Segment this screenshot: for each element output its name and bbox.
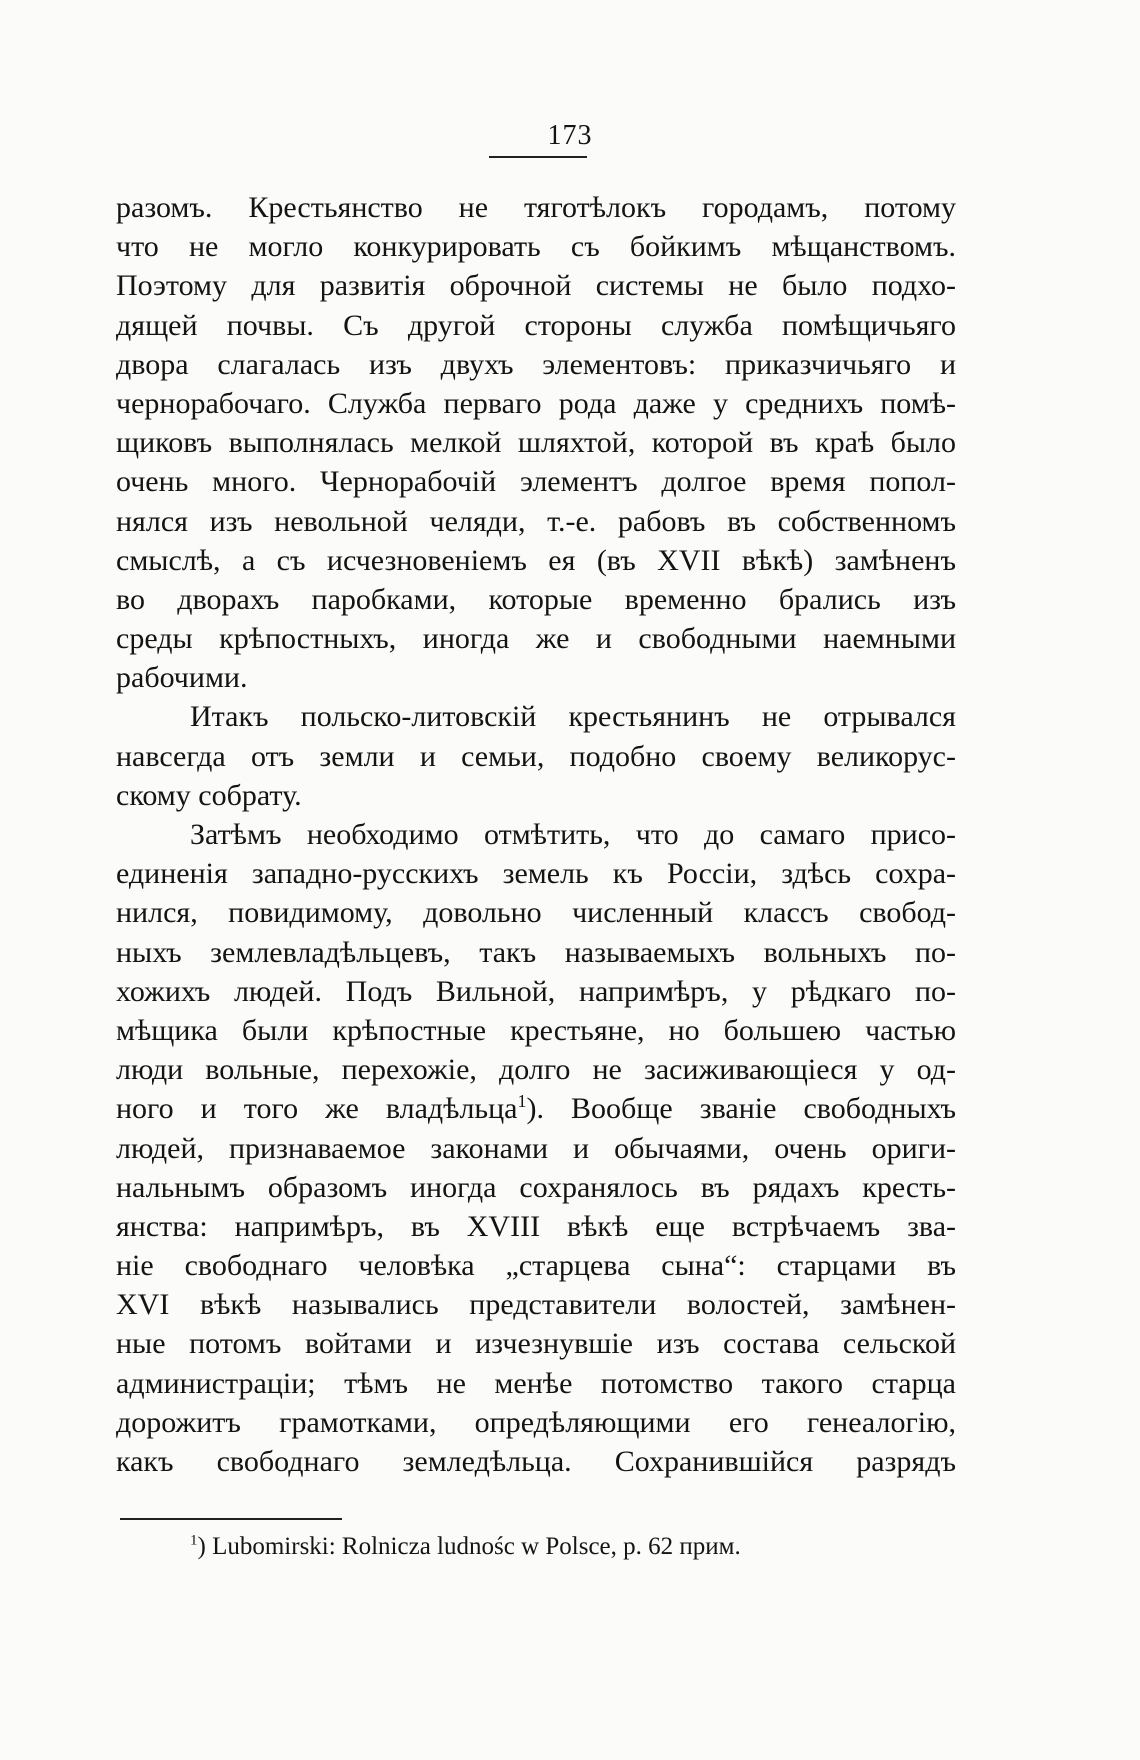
text-line: ныхъ землевладѣльцевъ, такъ называемыхъ вольныхъ по- xyxy=(116,935,956,969)
text-line: мѣщика были крѣпостные крестьяне, но большею частью xyxy=(116,1013,956,1047)
text-line: среды крѣпостныхъ, иногда же и свободными наемными xyxy=(116,622,956,656)
text-line: во дворахъ паробками, которые временно брались изъ xyxy=(116,582,956,616)
text-segment: ного и того же владѣльца xyxy=(116,1092,518,1126)
text-line: людей, признаваемое законами и обычаями, очень ориги- xyxy=(116,1131,956,1165)
text-line: Затѣмъ необходимо отмѣтить, что до самаго присо- xyxy=(190,818,956,851)
footnote-text: ) Lubomirski: Rolnicza ludnośc w Polsce, p. 62 прим. xyxy=(197,1533,741,1560)
text-line: очень много. Чернорабочій элементъ долгое время попол- xyxy=(116,465,956,499)
page-number-rule xyxy=(489,156,587,158)
text-line: смыслѣ, а съ исчезновеніемъ ея (въ XVII вѣкѣ) замѣненъ xyxy=(116,543,956,577)
text-line: ніе свободнаго человѣка „старцева сына“: старцами въ xyxy=(116,1249,956,1283)
text-line: какъ свободнаго земледѣльца. Сохранившійся разрядъ xyxy=(116,1445,956,1478)
text-line: щиковъ выполнялась мелкой шляхтой, которой въ краѣ было xyxy=(116,426,956,460)
text-line: рабочими. xyxy=(116,661,248,695)
text-line: навсегда отъ земли и семьи, подобно своему великорус- xyxy=(116,739,956,773)
text-line: нальнымъ образомъ иногда сохранялось въ рядахъ кресть- xyxy=(116,1170,956,1204)
text-line: хожихъ людей. Подъ Вильной, напримѣръ, у рѣдкаго по- xyxy=(116,974,956,1008)
text-line: ные потомъ войтами и изчезнувшіе изъ состава сельской xyxy=(116,1327,956,1361)
text-line: администраціи; тѣмъ не менѣе потомство такого старца xyxy=(116,1366,956,1400)
text-line: скому собрату. xyxy=(116,778,302,812)
text-segment: ). Вообще званіе свободныхъ xyxy=(526,1092,956,1126)
text-line: нился, повидимому, довольно численный классъ свобод- xyxy=(116,896,956,930)
text-line-with-footnote-ref xyxy=(116,1089,956,1128)
text-line: что не могло конкурировать съ бойкимъ мѣщанствомъ. xyxy=(116,230,956,264)
text-line: единенія западно-русскихъ земель къ Россіи, здѣсь сохра- xyxy=(116,857,956,891)
footnote-reference[interactable]: 1 xyxy=(517,1091,527,1112)
text-line: двора слагалась изъ двухъ элементовъ: приказчичьяго и xyxy=(116,347,956,381)
text-line: дящей почвы. Съ другой стороны служба помѣщичьяго xyxy=(116,308,956,342)
text-line: разомъ. Крестьянство не тяготѣлокъ городамъ, потому xyxy=(116,191,956,224)
text-line: люди вольные, перехожіе, долго не засиживающіеся у од- xyxy=(116,1053,956,1087)
text-line: Поэтому для развитія оброчной системы не было подхо- xyxy=(116,269,956,303)
text-line: чернорабочаго. Служба перваго рода даже у среднихъ помѣ- xyxy=(116,386,956,420)
text-line: Итакъ польско-литовскій крестьянинъ не отрывался xyxy=(190,700,956,734)
page-number: 173 xyxy=(547,120,593,151)
footnote xyxy=(190,1533,990,1561)
footnote-separator xyxy=(120,1518,342,1520)
text-line: нялся изъ невольной челяди, т.-е. рабовъ въ собственномъ xyxy=(116,504,956,538)
text-line: XVI вѣкѣ назывались представители волостей, замѣнен- xyxy=(116,1288,956,1322)
text-line: янства: напримѣръ, въ XVIII вѣкѣ еще встрѣчаемъ зва- xyxy=(116,1209,956,1243)
text-line: дорожитъ грамотками, опредѣляющими его генеалогію, xyxy=(116,1405,956,1439)
footnote-marker: 1 xyxy=(190,1532,198,1549)
body-text xyxy=(116,188,956,1481)
